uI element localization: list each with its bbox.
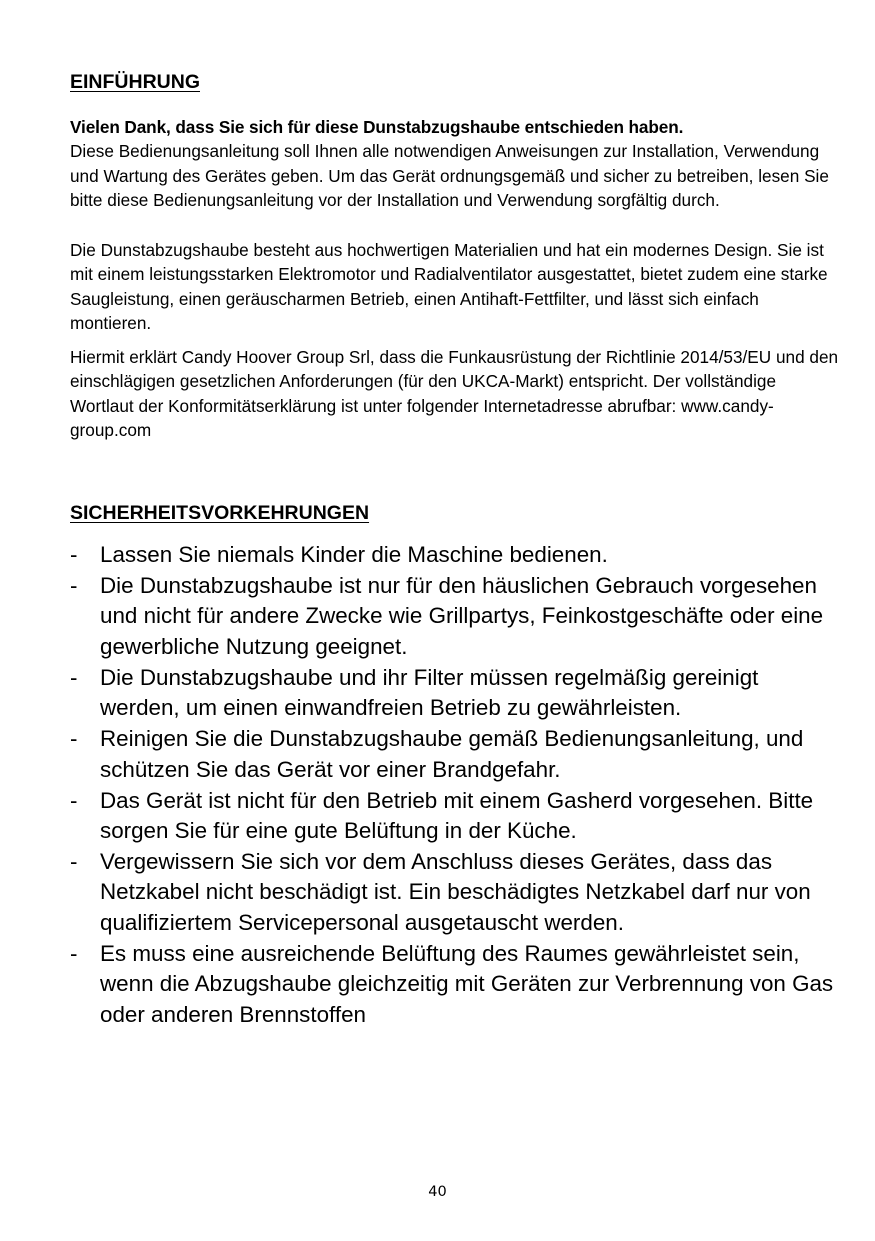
list-bullet: - — [70, 664, 78, 690]
list-bullet: - — [70, 542, 78, 567]
safety-item — [70, 571, 840, 662]
list-bullet: - — [70, 787, 78, 813]
section-title-introduction: EINFÜHRUNG — [70, 71, 200, 93]
safety-item-text: Lassen Sie niemals Kinder die Maschine bedienen. — [100, 542, 608, 567]
safety-item-text: Es muss eine ausreichende Belüftung des Raumes gewährleistet sein, wenn die Abzugshaube gleichzeitig mit Geräten zur Verbrennung von Gas oder anderen Brennstoffen — [100, 940, 834, 1027]
safety-item — [70, 939, 840, 1030]
safety-item — [70, 540, 840, 570]
safety-item-text: Das Gerät ist nicht für den Betrieb mit einem Gasherd vorgesehen. Bitte sorgen Sie für eine gute Belüftung in der Küche. — [100, 787, 814, 844]
list-bullet: - — [70, 573, 78, 598]
list-bullet: - — [70, 849, 78, 875]
page-number: 40 — [428, 1184, 447, 1200]
intro-paragraph-1-text: Diese Bedienungsanleitung soll Ihnen alle notwendigen Anweisungen zur Installation, Verwendung und Wartung des Gerätes geben. Um das Gerät ordnungsgemäß und sicher zu betreiben, lesen Sie bitte diese Bedienungsanleitung vor der Installation und Verwendung sorgfältig durch. — [70, 141, 829, 210]
intro-lead-sentence: Vielen Dank, dass Sie sich für diese Dunstabzugshaube entschieden haben. — [70, 117, 684, 137]
section-title-safety: SICHERHEITSVORKEHRUNGEN — [70, 502, 370, 524]
safety-list — [70, 540, 840, 1031]
safety-item-text: Die Dunstabzugshaube und ihr Filter müssen regelmäßig gereinigt werden, um einen einwandfreien Betrieb zu gewährleisten. — [100, 664, 759, 721]
safety-item-text: Reinigen Sie die Dunstabzugshaube gemäß Bedienungsanleitung, und schützen Sie das Gerät vor einer Brandgefahr. — [100, 726, 804, 782]
list-bullet: - — [70, 940, 78, 966]
safety-item — [70, 663, 840, 724]
safety-item — [70, 724, 840, 785]
intro-paragraph-2: Die Dunstabzugshaube besteht aus hochwertigen Materialien und hat ein modernes Design. Sie ist mit einem leistungsstarken Elektromotor und Radialventilator ausgestattet, bietet zudem eine starke Saugleistung, einen geräuscharmen Betrieb, einen Antihaft-Fettfilter, und lässt sich einfach montieren. — [70, 240, 828, 333]
list-bullet: - — [70, 726, 78, 752]
intro-paragraph-3: Hiermit erklärt Candy Hoover Group Srl, dass die Funkausrüstung der Richtlinie 2014/53/EU und den einschlägigen gesetzlichen Anforderungen (für den UKCA-Markt) entspricht. Der vollständige Wortlaut der Konformitätserklärung ist unter folgender Internetadresse abrufbar: www.candy-group.com — [70, 347, 839, 440]
safety-item — [70, 847, 840, 938]
safety-item-text: Vergewissern Sie sich vor dem Anschluss dieses Gerätes, dass das Netzkabel nicht beschädigt ist. Ein beschädigtes Netzkabel darf nur von qualifiziertem Servicepersonal ausgetauscht werden. — [100, 849, 811, 935]
safety-item-text: Die Dunstabzugshaube ist nur für den häuslichen Gebrauch vorgesehen und nicht für andere Zwecke wie Grillpartys, Feinkostgeschäfte oder eine gewerbliche Nutzung geeignet. — [100, 573, 824, 659]
intro-paragraph-1 — [70, 115, 840, 212]
safety-item — [70, 786, 840, 847]
